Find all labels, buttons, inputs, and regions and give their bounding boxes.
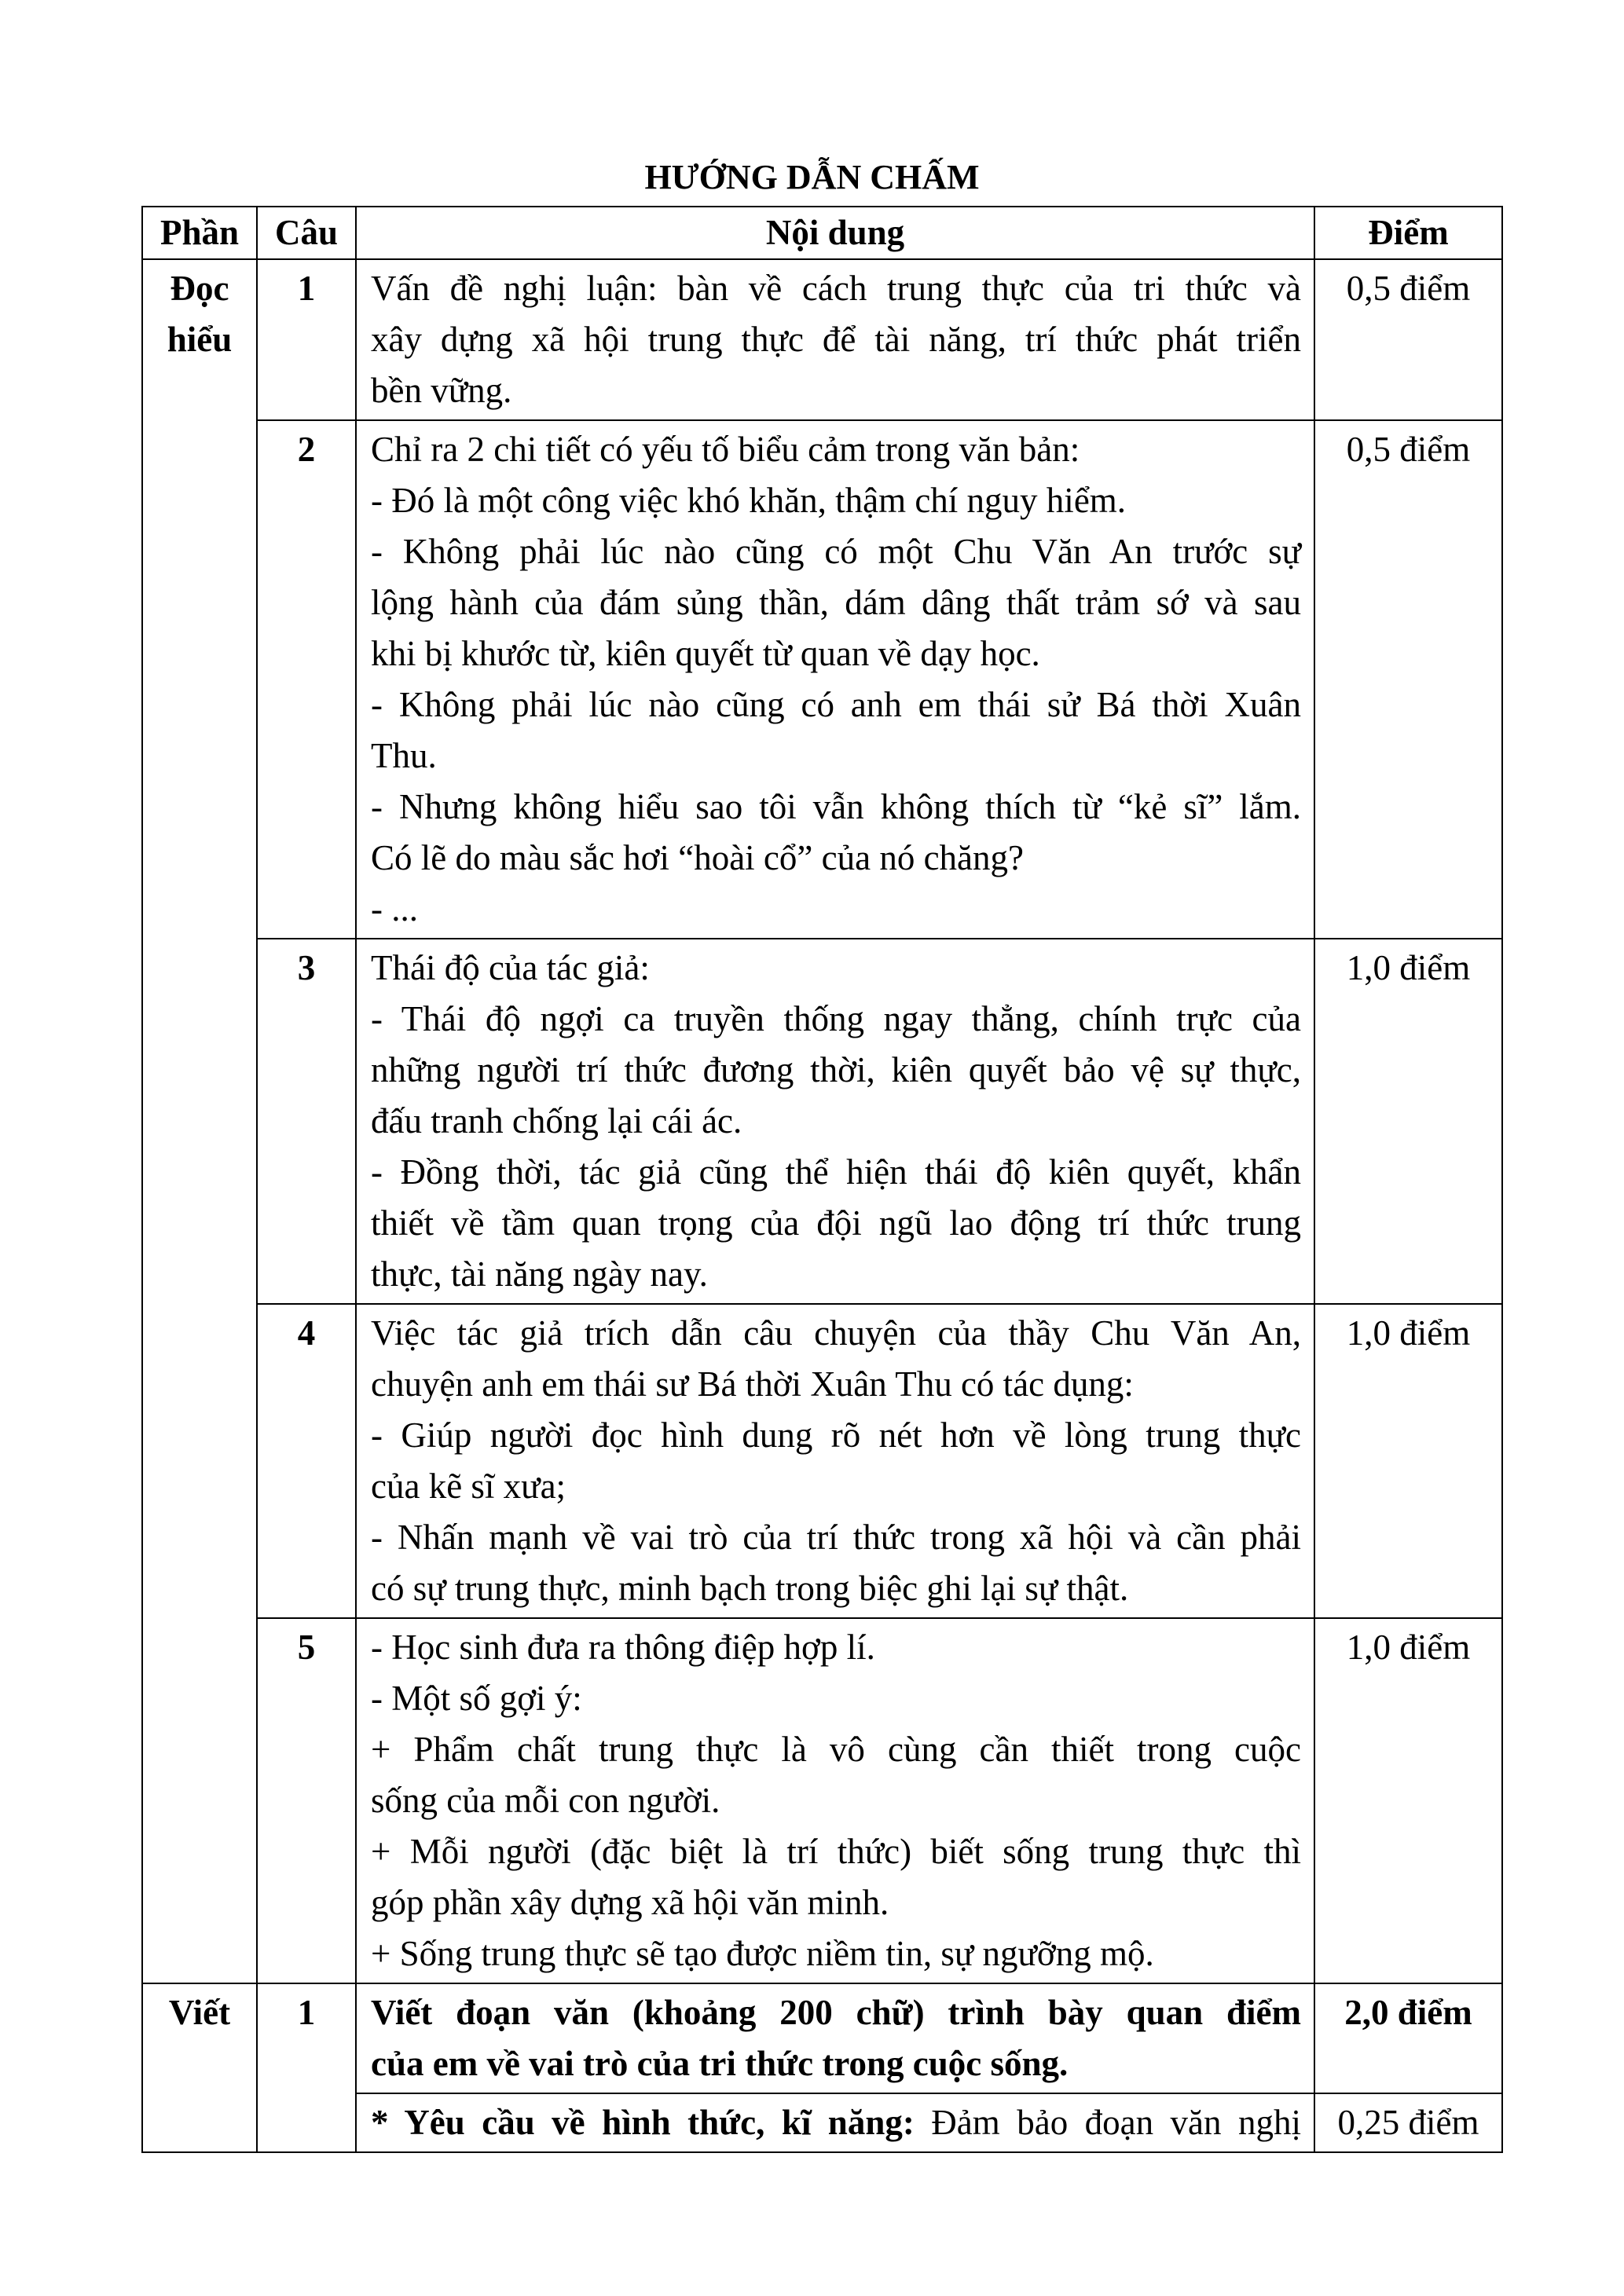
content-line: đấu tranh chống lại cái ác.	[371, 1101, 742, 1141]
content-line: - Học sinh đưa ra thông điệp hợp lí.	[371, 1628, 875, 1667]
content-line: - Đồng thời, tác giả cũng thể hiện thái độ kiên quyết, khẩn	[371, 1152, 1301, 1192]
content-line: những người trí thức đương thời, kiên quyết bảo vệ sự thực,	[371, 1050, 1301, 1089]
content-line: - Không phải lúc nào cũng có anh em thái sử Bá thời Xuân	[371, 685, 1301, 724]
content-line: thiết về tầm quan trọng của đội ngũ lao động trí thức trung	[371, 1203, 1301, 1243]
content-line: - Giúp người đọc hình dung rõ nét hơn về lòng trung thực	[371, 1415, 1301, 1455]
table-row	[142, 420, 1502, 939]
question-content	[356, 1304, 1314, 1618]
content-line: + Sống trung thực sẽ tạo được niềm tin, sự ngưỡng mộ.	[371, 1934, 1154, 1973]
content-line: sống của mỗi con người.	[371, 1781, 720, 1820]
header-phan: Phần	[142, 207, 257, 259]
table-row	[142, 259, 1502, 420]
question-content	[356, 2093, 1314, 2152]
content-line: Chỉ ra 2 chi tiết có yếu tố biểu cảm trong văn bản:	[371, 430, 1080, 469]
content-line: Thái độ của tác giả:	[371, 948, 650, 987]
content-line: Vấn đề nghị luận: bàn về cách trung thực của tri thức và	[371, 269, 1301, 308]
requirement-text: Đảm bảo đoạn văn nghị	[914, 2103, 1301, 2142]
content-line: của em về vai trò của tri thức trong cuộc sống.	[371, 2044, 1069, 2083]
question-number: 2	[257, 420, 356, 939]
score: 2,0 điểm	[1314, 1983, 1502, 2093]
header-noidung: Nội dung	[356, 207, 1314, 259]
requirement-label: * Yêu cầu về hình thức, kĩ năng:	[371, 2103, 915, 2142]
question-content	[356, 1618, 1314, 1983]
score: 1,0 điểm	[1314, 939, 1502, 1304]
content-line	[371, 2097, 1301, 2148]
table-row	[142, 1304, 1502, 1618]
content-line: - Không phải lúc nào cũng có một Chu Văn An trước sự	[371, 532, 1301, 571]
question-number: 4	[257, 1304, 356, 1618]
header-diem: Điểm	[1314, 207, 1502, 259]
content-line: Việc tác giả trích dẫn câu chuyện của thầy Chu Văn An,	[371, 1313, 1301, 1353]
content-line: Có lẽ do màu sắc hơi “hoài cổ” của nó chăng?	[371, 838, 1024, 877]
content-line: bền vững.	[371, 371, 512, 410]
question-content	[356, 259, 1314, 420]
content-line: - Đó là một công việc khó khăn, thậm chí nguy hiểm.	[371, 481, 1127, 520]
content-line: có sự trung thực, minh bạch trong biệc ghi lại sự thật.	[371, 1569, 1129, 1608]
table-row	[142, 939, 1502, 1304]
content-line: Thu.	[371, 736, 437, 775]
content-line: - Nhấn mạnh về vai trò của trí thức trong xã hội và cần phải	[371, 1518, 1301, 1557]
score: 0,25 điểm	[1314, 2093, 1502, 2152]
section-label: Viết	[168, 1993, 231, 2032]
header-cau: Câu	[257, 207, 356, 259]
score: 0,5 điểm	[1314, 420, 1502, 939]
section-label: Đọc hiểu	[167, 269, 233, 359]
content-line: + Mỗi người (đặc biệt là trí thức) biết sống trung thực thì	[371, 1832, 1301, 1871]
content-line: - ...	[371, 889, 418, 928]
content-line: - Nhưng không hiểu sao tôi vẫn không thích từ “kẻ sĩ” lắm.	[371, 787, 1301, 826]
content-line: góp phần xây dựng xã hội văn minh.	[371, 1883, 889, 1922]
section-doc-hieu	[142, 259, 257, 1983]
header-row	[142, 207, 1502, 259]
question-number: 1	[257, 259, 356, 420]
score: 1,0 điểm	[1314, 1618, 1502, 1983]
score: 0,5 điểm	[1314, 259, 1502, 420]
content-line: - Thái độ ngợi ca truyền thống ngay thẳng, chính trực của	[371, 999, 1301, 1038]
content-line: lộng hành của đám sủng thần, dám dâng thất trảm sớ và sau	[371, 583, 1301, 622]
content-line: + Phẩm chất trung thực là vô cùng cần thiết trong cuộc	[371, 1730, 1301, 1769]
content-line: - Một số gợi ý:	[371, 1679, 582, 1718]
content-line: chuyện anh em thái sư Bá thời Xuân Thu có tác dụng:	[371, 1364, 1134, 1404]
question-number: 3	[257, 939, 356, 1304]
content-line: thực, tài năng ngày nay.	[371, 1254, 708, 1294]
content-line: của kẽ sĩ xưa;	[371, 1467, 566, 1506]
page-title: HƯỚNG DẪN CHẤM	[644, 158, 980, 196]
question-content	[356, 939, 1314, 1304]
question-number: 5	[257, 1618, 356, 1983]
content-line: xây dựng xã hội trung thực để tài năng, trí thức phát triển	[371, 320, 1301, 359]
content-line: Viết đoạn văn (khoảng 200 chữ) trình bày quan điểm	[371, 1993, 1301, 2032]
section-viet	[142, 1983, 257, 2152]
question-content	[356, 1983, 1314, 2093]
grading-table	[141, 206, 1503, 2153]
content-line: khi bị khước từ, kiên quyết từ quan về dạy học.	[371, 634, 1040, 673]
question-content	[356, 420, 1314, 939]
table-row	[142, 1983, 1502, 2093]
table-row	[142, 1618, 1502, 1983]
question-number: 1	[257, 1983, 356, 2152]
score: 1,0 điểm	[1314, 1304, 1502, 1618]
